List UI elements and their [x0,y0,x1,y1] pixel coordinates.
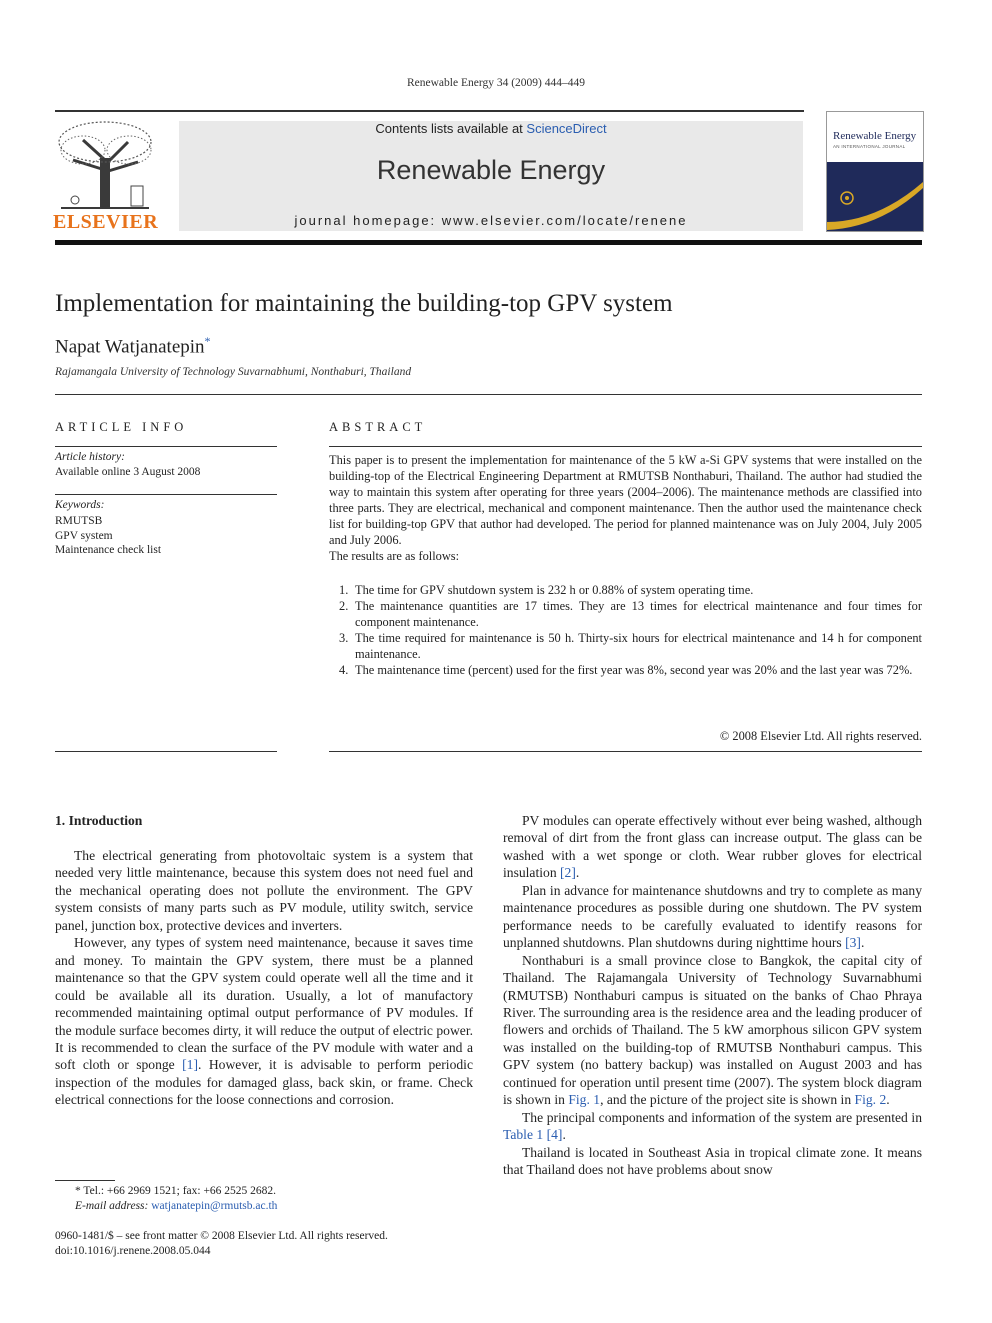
paragraph-text: Plan in advance for maintenance shutdowns and try to complete as many maintenance procedures as possible during one shutdown. The PV system performance needs to be carefully evaluated to identify reasons for unplanned shutdowns. Plan shutdowns during nighttime hours [503,882,922,951]
abstract-bottom-rule [329,751,922,752]
result-text: The maintenance time (percent) used for the first year was 8%, second year was 20% and the last year was 72%. [355,663,913,677]
body-paragraph [55,934,473,1109]
paragraph-text: The principal components and information of the system are presented in [522,1109,922,1125]
doi-line[interactable]: doi:10.1016/j.renene.2008.05.044 [55,1244,211,1257]
email-label: E-mail address: [75,1199,152,1212]
paragraph-text: Nonthaburi is a small province close to Bangkok, the capital city of Thailand. The Rajamangala University of Technology Suvarnabhumi (RMUTSB) Nonthaburi campus is situated on the banks of Chao Phraya River. The surrounding area is the residence area and the leading producer of flowers and orchids of Thailand. The 5 kW amorphous silicon GPV system was installed on the building-top of RMUTSB Nonthaburi campus. This GPV system (no battery backup) was installed on August 2003 and has continued for operation until present time (2007). The system block diagram is shown in [503,952,922,1108]
article-info-rule [55,446,277,447]
keyword: Maintenance check list [55,544,162,557]
keyword: GPV system [55,529,113,542]
keywords-label: Keywords: [55,499,105,511]
paragraph-text: However, any types of system need maintenance, because it saves time and money. To maintain the GPV system, there must be a planned maintenance so that the GPV system could operate well all the time and it could be available all its duration. Usually, a lot of manufactory recommended maintaining optimal output performance of PV modules. If the module surface becomes dirty, it will reduce the output of electric power. It is recommended to clean the surface of the PV module with water and a soft cloth or sponge [55,935,473,1073]
body-paragraph: The electrical generating from photovoltaic system is a system that needed very little maintenance, because this system does not need fuel and the mechanical operating does not pollute the environment. The GPV system consists of many parts such as PV module, utility switch, service panel, junction box, protective devices and inverters. [55,848,473,933]
citation-link[interactable]: [3] [845,935,861,951]
result-text: The maintenance quantities are 17 times. They are 13 times for electrical maintenance and four times for component maintenance. [355,599,922,629]
author-line [55,334,211,358]
result-item [329,598,922,630]
history-value: Available online 3 August 2008 [55,466,201,478]
figure-link[interactable]: Fig. 2 [854,1092,887,1108]
article-info-bottom-rule [55,751,277,752]
paragraph-text: , and the picture of the project site is shown in [600,1092,855,1108]
citation-link[interactable]: [1] [182,1057,199,1073]
front-matter [55,1229,388,1258]
footnote-contact [55,1184,277,1199]
keyword: RMUTSB [55,515,103,527]
affiliation: Rajamangala University of Technology Suvarnabhumi, Nonthaburi, Thailand [55,366,412,378]
footnote-email-line [55,1199,277,1214]
cover-title: Renewable Energy [833,130,917,142]
paragraph-text: . However, it is advisable to perform periodic inspection of the modules for damaged glass, back skin, or frame. Check electrical connections for the loose connections and corrosion. [55,1057,473,1108]
body-paragraph [503,1109,922,1144]
abstract-copyright: © 2008 Elsevier Ltd. All rights reserved. [719,729,922,743]
keywords-rule [55,494,277,495]
body-column-right [503,812,922,1179]
body-column-left [55,847,473,1109]
result-item [329,630,922,662]
body-paragraph [503,812,922,882]
author-footnote [55,1184,277,1213]
abstract-heading: ABSTRACT [329,420,427,434]
result-number: 1. [339,583,349,597]
sciencedirect-link[interactable]: ScienceDirect [526,121,607,136]
email-link[interactable]: watjanatepin@rmutsb.ac.th [151,1199,278,1212]
paragraph-text: . [886,1092,890,1108]
body-paragraph [503,952,922,1109]
figure-link[interactable]: Fig. 1 [568,1092,601,1108]
contents-line [179,121,803,136]
footnote-phone: Tel.: +66 2969 1521; fax: +66 2525 2682. [80,1185,277,1197]
tree-icon [53,120,157,212]
body-paragraph: Thailand is located in Southeast Asia in tropical climate zone. It means that Thailand does not have problems about snow [503,1144,922,1178]
journal-citation: Renewable Energy 34 (2009) 444–449 [407,77,585,89]
keywords-list [55,514,161,558]
table-link[interactable]: Table 1 [503,1127,544,1143]
result-number: 3. [339,631,349,645]
journal-cover-thumbnail [826,111,924,232]
footnote-rule [55,1180,115,1181]
result-item [329,662,922,678]
elsevier-wordmark: ELSEVIER [53,211,159,233]
author-name: Napat Watjanatepin [55,336,205,358]
journal-name: Renewable Energy [376,155,606,185]
title-rule [55,394,922,395]
header-rule [55,110,804,112]
journal-homepage[interactable]: journal homepage: www.elsevier.com/locate/renene [294,213,688,228]
section-heading-introduction: 1. Introduction [55,813,143,828]
history-label: Article history: [55,451,125,463]
article-info-heading: ARTICLE INFO [55,420,188,434]
paragraph-text: . [562,1127,566,1143]
result-number: 2. [339,599,349,613]
abstract-paragraph: This paper is to present the implementation for maintenance of the 5 kW a-Si GPV systems that were installed on the building-top of the Electrical Engineering Department at RMUTSB Nonthaburi, Thailand. The author had studied the way to maintain this system after operating for three years (2004–2006). The maintenance methods are classified into three parts. They are electrical, mechanical and component maintenance. Then the author used the maintenance check list for building-top GPV that author had developed. The period for planned maintenance was on July 2004, July 2005 and July 2006. [329,453,922,547]
paragraph-text: PV modules can operate effectively without ever being washed, although removal of dirt from the front glass can increase output. The glass can be washed with a wet sponge or cloth. Wear rubber gloves for electrical insulation [503,813,922,881]
cover-artwork [827,152,923,232]
result-text: The time for GPV shutdown system is 232 h or 0.88% of system operating time. [355,583,754,597]
abstract-results-intro: The results are as follows: [329,549,460,563]
abstract-rule [329,446,922,447]
paragraph-text: . [575,865,580,881]
author-footnote-mark[interactable]: * [204,334,211,348]
issn-line: 0960-1481/$ – see front matter © 2008 Elsevier Ltd. All rights reserved. [55,1230,388,1242]
cover-subtitle: AN INTERNATIONAL JOURNAL [833,144,906,149]
body-paragraph [503,882,922,952]
result-number: 4. [339,663,349,677]
abstract-body [329,452,922,564]
footnote-mark: * [75,1185,81,1197]
citation-link[interactable]: [4] [546,1127,563,1143]
abstract-results-list [329,582,922,678]
result-item [329,582,922,598]
article-title: Implementation for maintaining the building-top GPV system [55,290,673,317]
paragraph-text: . [860,935,865,951]
contents-prefix: Contents lists available at [375,121,527,136]
citation-link[interactable]: [2] [560,865,576,881]
result-text: The time required for maintenance is 50 h. Thirty-six hours for electrical maintenance and 14 h for component maintenance. [355,631,922,661]
header-thick-rule [55,240,922,245]
